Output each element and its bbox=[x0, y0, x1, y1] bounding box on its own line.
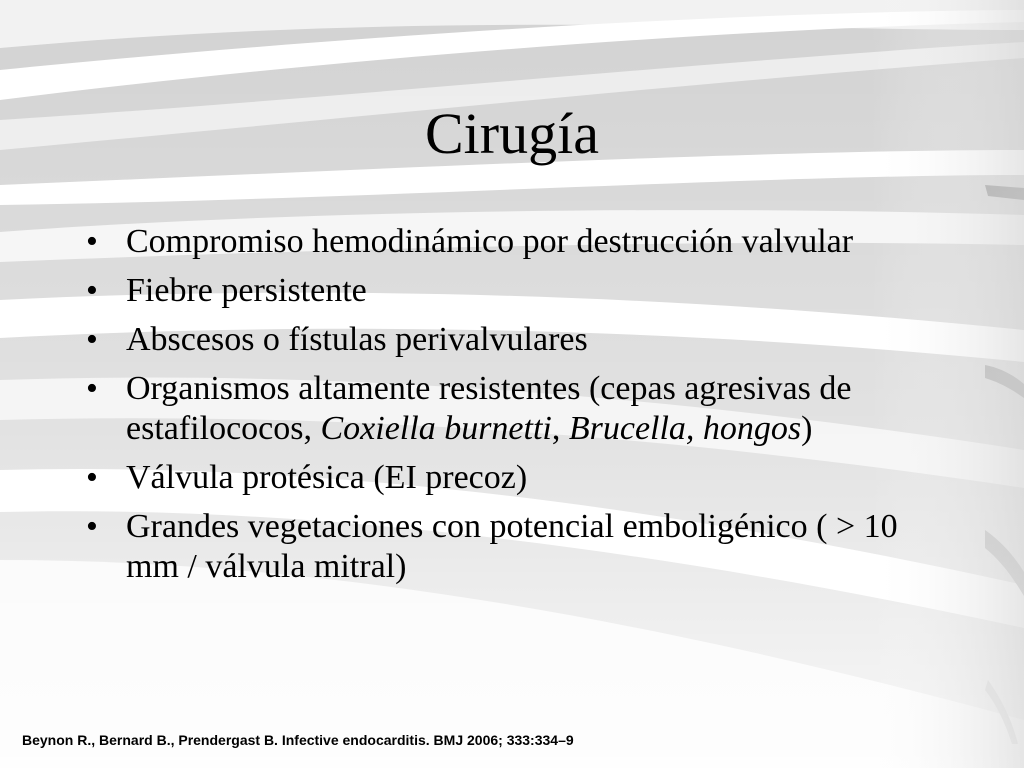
bullet-symbol: • bbox=[86, 272, 98, 309]
bullet-symbol: • bbox=[86, 459, 98, 496]
organism-name-brucella: Brucella, hongos bbox=[568, 410, 802, 447]
bullet-item bbox=[84, 271, 944, 311]
bullet-text: Abscesos o fístulas perivalvulares bbox=[126, 321, 588, 358]
bullet-text bbox=[126, 370, 851, 447]
organism-name-coxiella: Coxiella burnetti bbox=[320, 410, 552, 447]
bullet-symbol: • bbox=[86, 223, 98, 260]
bullet-item bbox=[84, 222, 944, 262]
citation-reference: Beynon R., Bernard B., Prendergast B. Infective endocarditis. BMJ 2006; 333:334–9 bbox=[22, 732, 574, 748]
bullet-text: Grandes vegetaciones con potencial emboligénico ( > 10 mm / válvula mitral) bbox=[126, 508, 898, 585]
slide-title: Cirugía bbox=[425, 101, 599, 166]
bullet-item bbox=[84, 369, 944, 449]
bullet-text: Fiebre persistente bbox=[126, 272, 367, 309]
bullet-item bbox=[84, 320, 944, 360]
bullet-symbol: • bbox=[86, 370, 98, 407]
bullet-text: Compromiso hemodinámico por destrucción valvular bbox=[126, 223, 854, 260]
bullet-text-part: ) bbox=[801, 410, 813, 447]
bullet-list bbox=[84, 222, 944, 596]
bullet-text-part: Organismos altamente resistentes (cepas agresivas de estafilococos, bbox=[126, 370, 852, 447]
bullet-symbol: • bbox=[86, 508, 98, 545]
bullet-symbol: • bbox=[86, 321, 98, 358]
bullet-item bbox=[84, 507, 944, 587]
bullet-item bbox=[84, 458, 944, 498]
bullet-text: Válvula protésica (EI precoz) bbox=[126, 459, 528, 496]
bullet-text-part: , bbox=[551, 410, 569, 447]
